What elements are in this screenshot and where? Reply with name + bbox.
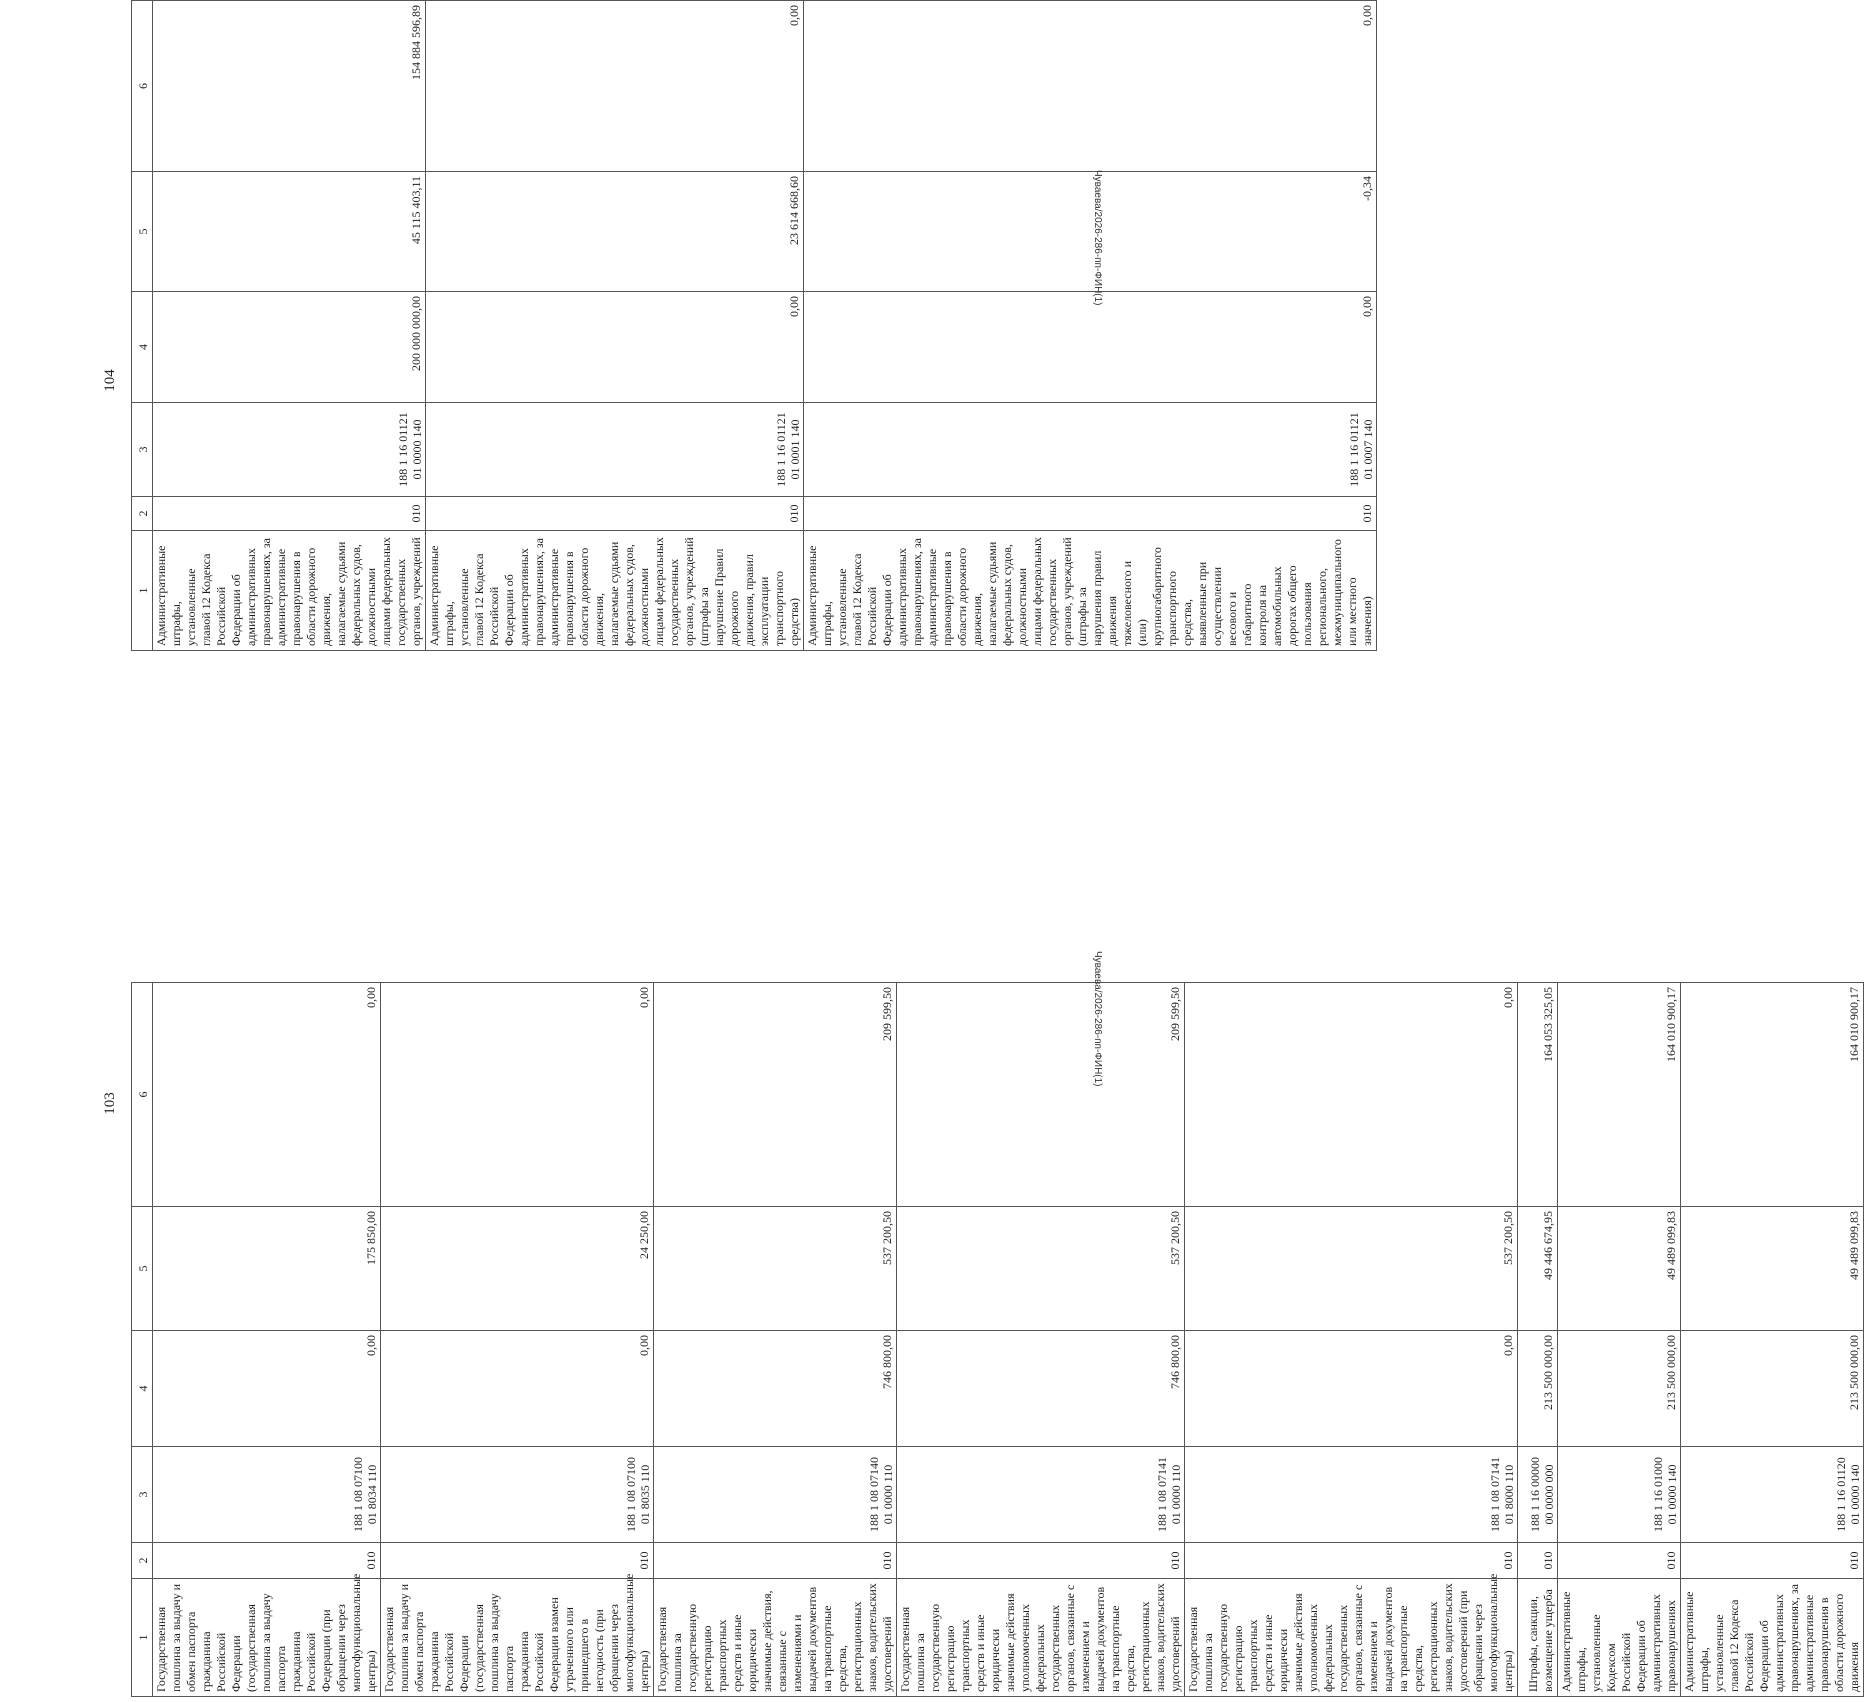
row-col2: 010: [426, 497, 804, 531]
row-col5: -0,34: [804, 172, 1377, 292]
document-footer: Чуваева/2026-286-пп-ФИН(1): [1092, 170, 1103, 306]
table-rotated-wrapper: [131, 0, 1377, 651]
col-header-3: 3: [132, 1447, 153, 1543]
row-code: 188 1 16 01000 01 0000 140: [1558, 1447, 1681, 1543]
row-col6: 209 599,50: [654, 983, 897, 1207]
row-name: Штрафы, санкции, возмещение ущерба: [1518, 1579, 1558, 1697]
row-col2: 010: [153, 497, 426, 531]
row-code: 188 1 08 07141 01 0000 110: [897, 1447, 1185, 1543]
col-header-4: 4: [132, 292, 153, 403]
row-name: Административные штрафы, установленные главой 12 Кодекса Российской Федерации об административных правонарушениях, за административные правонарушения в области дорожного движения, налагаемые судьями федеральных судов, должностными лицами федеральных государственных органов, учреждений: [153, 531, 426, 651]
table-row: [1518, 983, 1558, 1697]
revenue-table: [131, 0, 1377, 651]
row-col2: 010: [381, 1543, 654, 1579]
row-col6: 0,00: [804, 1, 1377, 172]
table-row: [1558, 983, 1681, 1697]
row-name: Административные штрафы, установленные главой 12 Кодекса Российской Федерации об административных правонарушениях, за административные правонарушения в области дорожного движения: [1681, 1579, 1864, 1697]
row-col2: 010: [1681, 1543, 1864, 1579]
table-row: [153, 983, 381, 1697]
row-col5: 49 489 099,83: [1681, 1207, 1864, 1331]
header-row: [132, 1, 153, 651]
row-col2: 010: [1185, 1543, 1518, 1579]
row-col5: 49 446 674,95: [1518, 1207, 1558, 1331]
row-col2: 010: [654, 1543, 897, 1579]
table-rotated-wrapper: [131, 982, 1864, 1697]
row-name: Государственная пошлина за государственную регистрацию транспортных средств и иные юридически значимые действия, связанные с изменениями и выдачей документов на транспортные средства, регистрационных знаков, водительских удостоверений: [654, 1579, 897, 1697]
col-header-5: 5: [132, 172, 153, 292]
row-col4: 0,00: [153, 1331, 381, 1447]
row-name: Административные штрафы, установленные главой 12 Кодекса Российской Федерации об административных правонарушениях, за административные правонарушения в области дорожного движения, налагаемые судьями федеральных судов, должностными лицами федеральных государственных органов, учреждений (штрафы за нарушение Правил дорожного движения, правил эксплуатации транспортного средства): [426, 531, 804, 651]
page-number: 104: [101, 369, 118, 392]
row-col6: 164 053 325,05: [1518, 983, 1558, 1207]
row-code: 188 1 16 01121 01 0001 140: [426, 403, 804, 497]
row-col2: 010: [153, 1543, 381, 1579]
row-col5: 537 200,50: [654, 1207, 897, 1331]
row-col4: 200 000 000,00: [153, 292, 426, 403]
table-row: [381, 983, 654, 1697]
row-code: 188 1 16 01120 01 0000 140: [1681, 1447, 1864, 1543]
col-header-2: 2: [132, 1543, 153, 1579]
row-col5: 23 614 668,60: [426, 172, 804, 292]
page-103: [0, 851, 1862, 1702]
row-code: 188 1 08 07100 01 8034 110: [153, 1447, 381, 1543]
row-col2: 010: [1558, 1543, 1681, 1579]
row-col5: 49 489 099,83: [1558, 1207, 1681, 1331]
table-row: [897, 983, 1185, 1697]
row-col4: 746 800,00: [654, 1331, 897, 1447]
col-header-6: 6: [132, 1, 153, 172]
row-col6: 154 884 596,89: [153, 1, 426, 172]
row-col4: 0,00: [426, 292, 804, 403]
document-footer: Чуваева/2026-286-пп-ФИН(1): [1092, 951, 1103, 1087]
row-code: 188 1 08 07100 01 8035 110: [381, 1447, 654, 1543]
row-col4: 746 800,00: [897, 1331, 1185, 1447]
page-number: 103: [101, 1092, 118, 1115]
revenue-table: [131, 982, 1864, 1697]
row-name: Государственная пошлина за государственную регистрацию транспортных средств и иные юридически значимые действия уполномоченных федеральных государственных органов, связанные с изменением и выдачей документов на транспортные средства, регистрационных знаков, водительских удостоверений: [897, 1579, 1185, 1697]
col-header-6: 6: [132, 983, 153, 1207]
col-header-1: 1: [132, 531, 153, 651]
col-header-1: 1: [132, 1579, 153, 1697]
row-col6: 0,00: [1185, 983, 1518, 1207]
col-header-3: 3: [132, 403, 153, 497]
row-col5: 24 250,00: [381, 1207, 654, 1331]
row-name: Государственная пошлина за выдачу и обмен паспорта гражданина Российской Федерации (государственная пошлина за выдачу паспорта гражданина Российской Федерации взамен утраченного или пришедшего в негодность (при обращении через многофункциональные центры): [381, 1579, 654, 1697]
row-col4: 0,00: [804, 292, 1377, 403]
row-name: Административные штрафы, установленные Кодексом Российской Федерации об административных правонарушениях: [1558, 1579, 1681, 1697]
row-name: Административные штрафы, установленные главой 12 Кодекса Российской Федерации об административных правонарушениях, за административные правонарушения в области дорожного движения, налагаемые судьями федеральных судов, должностными лицами федеральных государственных органов, учреждений (штрафы за нарушения правил движения тяжеловесного и (или) крупногабаритного транспортного средства, выявленные при осуществлении весового и габаритного контроля на автомобильных дорогах общего пользования регионального, межмуниципального или местного значения): [804, 531, 1377, 651]
table-row: [1185, 983, 1518, 1697]
row-col6: 0,00: [426, 1, 804, 172]
row-col4: 0,00: [381, 1331, 654, 1447]
row-col2: 010: [1518, 1543, 1558, 1579]
row-code: 188 1 16 01121 01 0000 140: [153, 403, 426, 497]
row-col5: 537 200,50: [897, 1207, 1185, 1331]
col-header-2: 2: [132, 497, 153, 531]
col-header-5: 5: [132, 1207, 153, 1331]
row-col6: 164 010 900,17: [1558, 983, 1681, 1207]
row-col5: 175 850,00: [153, 1207, 381, 1331]
row-col6: 0,00: [153, 983, 381, 1207]
table-row: [804, 1, 1377, 651]
page-104: [0, 0, 1375, 851]
col-header-4: 4: [132, 1331, 153, 1447]
row-col5: 537 200,50: [1185, 1207, 1518, 1331]
row-col2: 010: [804, 497, 1377, 531]
row-col4: 213 500 000,00: [1558, 1331, 1681, 1447]
row-col6: 209 599,50: [897, 983, 1185, 1207]
row-col4: 0,00: [1185, 1331, 1518, 1447]
row-col4: 213 500 000,00: [1681, 1331, 1864, 1447]
row-col6: 0,00: [381, 983, 654, 1207]
row-col2: 010: [897, 1543, 1185, 1579]
row-name: Государственная пошлина за государственную регистрацию транспортных средств и иные юридически значимые действия уполномоченных федеральных государственных органов, связанные с изменением и выдачей документов на транспортные средства, регистрационных знаков, водительских удостоверений (при обращении через многофункциональные центры): [1185, 1579, 1518, 1697]
row-code: 188 1 16 01121 01 0007 140: [804, 403, 1377, 497]
table-row: [153, 1, 426, 651]
row-col4: 213 500 000,00: [1518, 1331, 1558, 1447]
table-row: [654, 983, 897, 1697]
row-col6: 164 010 900,17: [1681, 983, 1864, 1207]
row-code: 188 1 08 07140 01 0000 110: [654, 1447, 897, 1543]
row-col5: 45 115 403,11: [153, 172, 426, 292]
table-row: [426, 1, 804, 651]
row-code: 188 1 16 00000 00 0000 000: [1518, 1447, 1558, 1543]
row-name: Государственная пошлина за выдачу и обмен паспорта гражданина Российской Федерации (государственная пошлина за выдачу паспорта гражданина Российской Федерации (при обращении через многофункциональные центры): [153, 1579, 381, 1697]
row-code: 188 1 08 07141 01 8000 110: [1185, 1447, 1518, 1543]
header-row: [132, 983, 153, 1697]
table-row: [1681, 983, 1864, 1697]
